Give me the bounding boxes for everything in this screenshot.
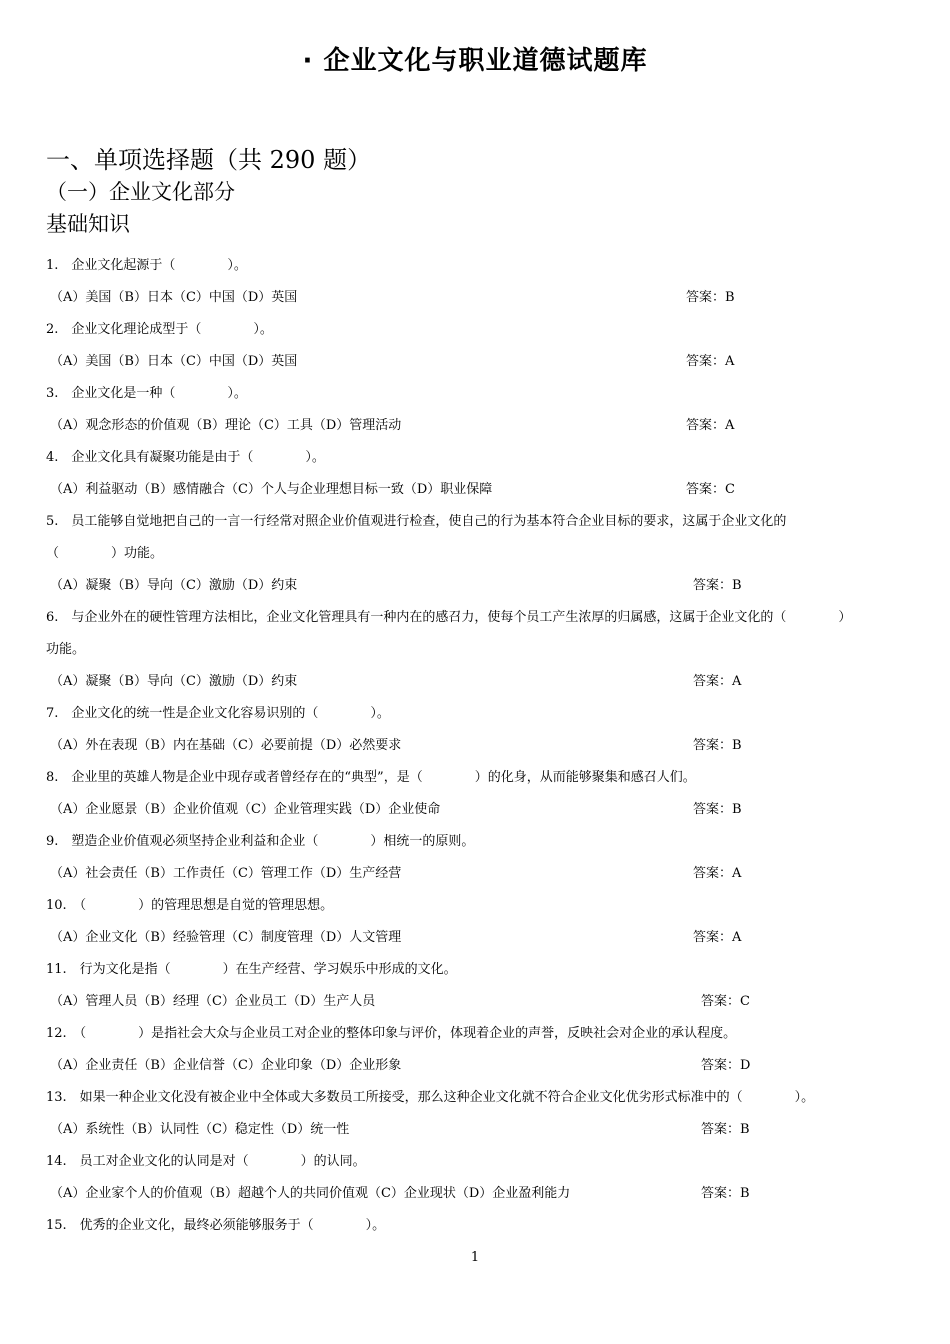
question-item: [46, 698, 916, 762]
question-item: [46, 506, 916, 602]
question-text: 8. 企业里的英雄人物是企业中现存或者曾经存在的“典型”，是（ ）的化身，从而能够聚集和感召人们。: [46, 770, 696, 785]
question-list: [46, 250, 916, 1242]
question-item: [46, 314, 916, 378]
question-options: [46, 1050, 916, 1082]
question-item: [46, 1210, 916, 1242]
question-options: [46, 1114, 916, 1146]
options-text: （A）系统性（B）认同性（C）稳定性（D）统一性: [50, 1122, 350, 1137]
question-text-continued: 功能。: [46, 642, 86, 657]
answer-text: 答案：B: [686, 290, 735, 305]
question-options: [46, 794, 916, 826]
options-text: （A）美国（B）日本（C）中国（D）英国: [50, 354, 298, 369]
question-text: 9. 塑造企业价值观必须坚持企业利益和企业（ ）相统一的原则。: [46, 834, 475, 849]
options-text: （A）凝聚（B）导向（C）激励（D）约束: [50, 674, 298, 689]
question-options: [46, 410, 916, 442]
answer-text: 答案：B: [693, 738, 742, 753]
answer-text: 答案：A: [693, 930, 742, 945]
question-item: [46, 762, 916, 826]
question-options: [46, 474, 916, 506]
answer-text: 答案：A: [693, 674, 742, 689]
question-item: [46, 1082, 916, 1146]
question-item: [46, 378, 916, 442]
question-text: 5. 员工能够自觉地把自己的一言一行经常对照企业价值观进行检查，使自己的行为基本符合企业目标的要求，这属于企业文化的: [46, 514, 787, 529]
options-text: （A）企业责任（B）企业信誉（C）企业印象（D）企业形象: [50, 1058, 402, 1073]
options-text: （A）外在表现（B）内在基础（C）必要前提（D）必然要求: [50, 738, 402, 753]
page-number: 1: [470, 1250, 480, 1265]
options-text: （A）美国（B）日本（C）中国（D）英国: [50, 290, 298, 305]
page-title: · 企业文化与职业道德试题库: [302, 46, 648, 76]
options-text: （A）观念形态的价值观（B）理论（C）工具（D）管理活动: [50, 418, 402, 433]
question-text: 6. 与企业外在的硬性管理方法相比，企业文化管理具有一种内在的感召力，使每个员工产生浓厚的归属感，这属于企业文化的（ ）: [46, 610, 852, 625]
question-item: [46, 954, 916, 1018]
question-text: 2. 企业文化理论成型于（ ）。: [46, 322, 273, 337]
options-text: （A）企业家个人的价值观（B）超越个人的共同价值观（C）企业现状（D）企业盈利能力: [50, 1186, 571, 1201]
question-text: 13. 如果一种企业文化没有被企业中全体或大多数员工所接受，那么这种企业文化就不符合企业文化优劣形式标准中的（ ）。: [46, 1090, 815, 1105]
question-text-continued: （ ）功能。: [46, 546, 164, 561]
answer-text: 答案：D: [701, 1058, 751, 1073]
answer-text: 答案：A: [686, 418, 735, 433]
question-text: 10. （ ）的管理思想是自觉的管理思想。: [46, 898, 334, 913]
question-text: 4. 企业文化具有凝聚功能是由于（ ）。: [46, 450, 325, 465]
answer-text: 答案：C: [701, 994, 750, 1009]
answer-text: 答案：A: [693, 866, 742, 881]
question-text: 1. 企业文化起源于（ ）。: [46, 258, 247, 273]
question-item: [46, 1018, 916, 1082]
question-options: [46, 570, 916, 602]
question-options: [46, 730, 916, 762]
basic-knowledge-heading: 基础知识: [46, 212, 130, 236]
question-options: [46, 858, 916, 890]
options-text: （A）管理人员（B）经理（C）企业员工（D）生产人员: [50, 994, 376, 1009]
section-heading: 一、单项选择题（共 290 题）: [46, 146, 372, 174]
question-text: 12. （ ）是指社会大众与企业员工对企业的整体印象与评价，体现着企业的声誉，反映社会对企业的承认程度。: [46, 1026, 737, 1041]
question-text: 7. 企业文化的统一性是企业文化容易识别的（ ）。: [46, 706, 390, 721]
question-options: [46, 1178, 916, 1210]
question-text: 11. 行为文化是指（ ）在生产经营、学习娱乐中形成的文化。: [46, 962, 457, 977]
subsection-heading: （一）企业文化部分: [46, 180, 235, 204]
question-item: [46, 602, 916, 698]
answer-text: 答案：C: [686, 482, 735, 497]
question-item: [46, 250, 916, 314]
question-options: [46, 922, 916, 954]
question-options: [46, 986, 916, 1018]
question-text: 3. 企业文化是一种（ ）。: [46, 386, 247, 401]
options-text: （A）企业愿景（B）企业价值观（C）企业管理实践（D）企业使命: [50, 802, 441, 817]
question-item: [46, 1146, 916, 1210]
question-item: [46, 442, 916, 506]
question-options: [46, 346, 916, 378]
question-text: 15. 优秀的企业文化，最终必须能够服务于（ ）。: [46, 1218, 386, 1233]
question-item: [46, 826, 916, 890]
options-text: （A）利益驱动（B）感情融合（C）个人与企业理想目标一致（D）职业保障: [50, 482, 493, 497]
question-options: [46, 666, 916, 698]
question-options: [46, 282, 916, 314]
options-text: （A）社会责任（B）工作责任（C）管理工作（D）生产经营: [50, 866, 402, 881]
answer-text: 答案：B: [701, 1186, 750, 1201]
answer-text: 答案：B: [693, 578, 742, 593]
question-item: [46, 890, 916, 954]
answer-text: 答案：A: [686, 354, 735, 369]
options-text: （A）凝聚（B）导向（C）激励（D）约束: [50, 578, 298, 593]
answer-text: 答案：B: [693, 802, 742, 817]
answer-text: 答案：B: [701, 1122, 750, 1137]
options-text: （A）企业文化（B）经验管理（C）制度管理（D）人文管理: [50, 930, 402, 945]
question-text: 14. 员工对企业文化的认同是对（ ）的认同。: [46, 1154, 366, 1169]
